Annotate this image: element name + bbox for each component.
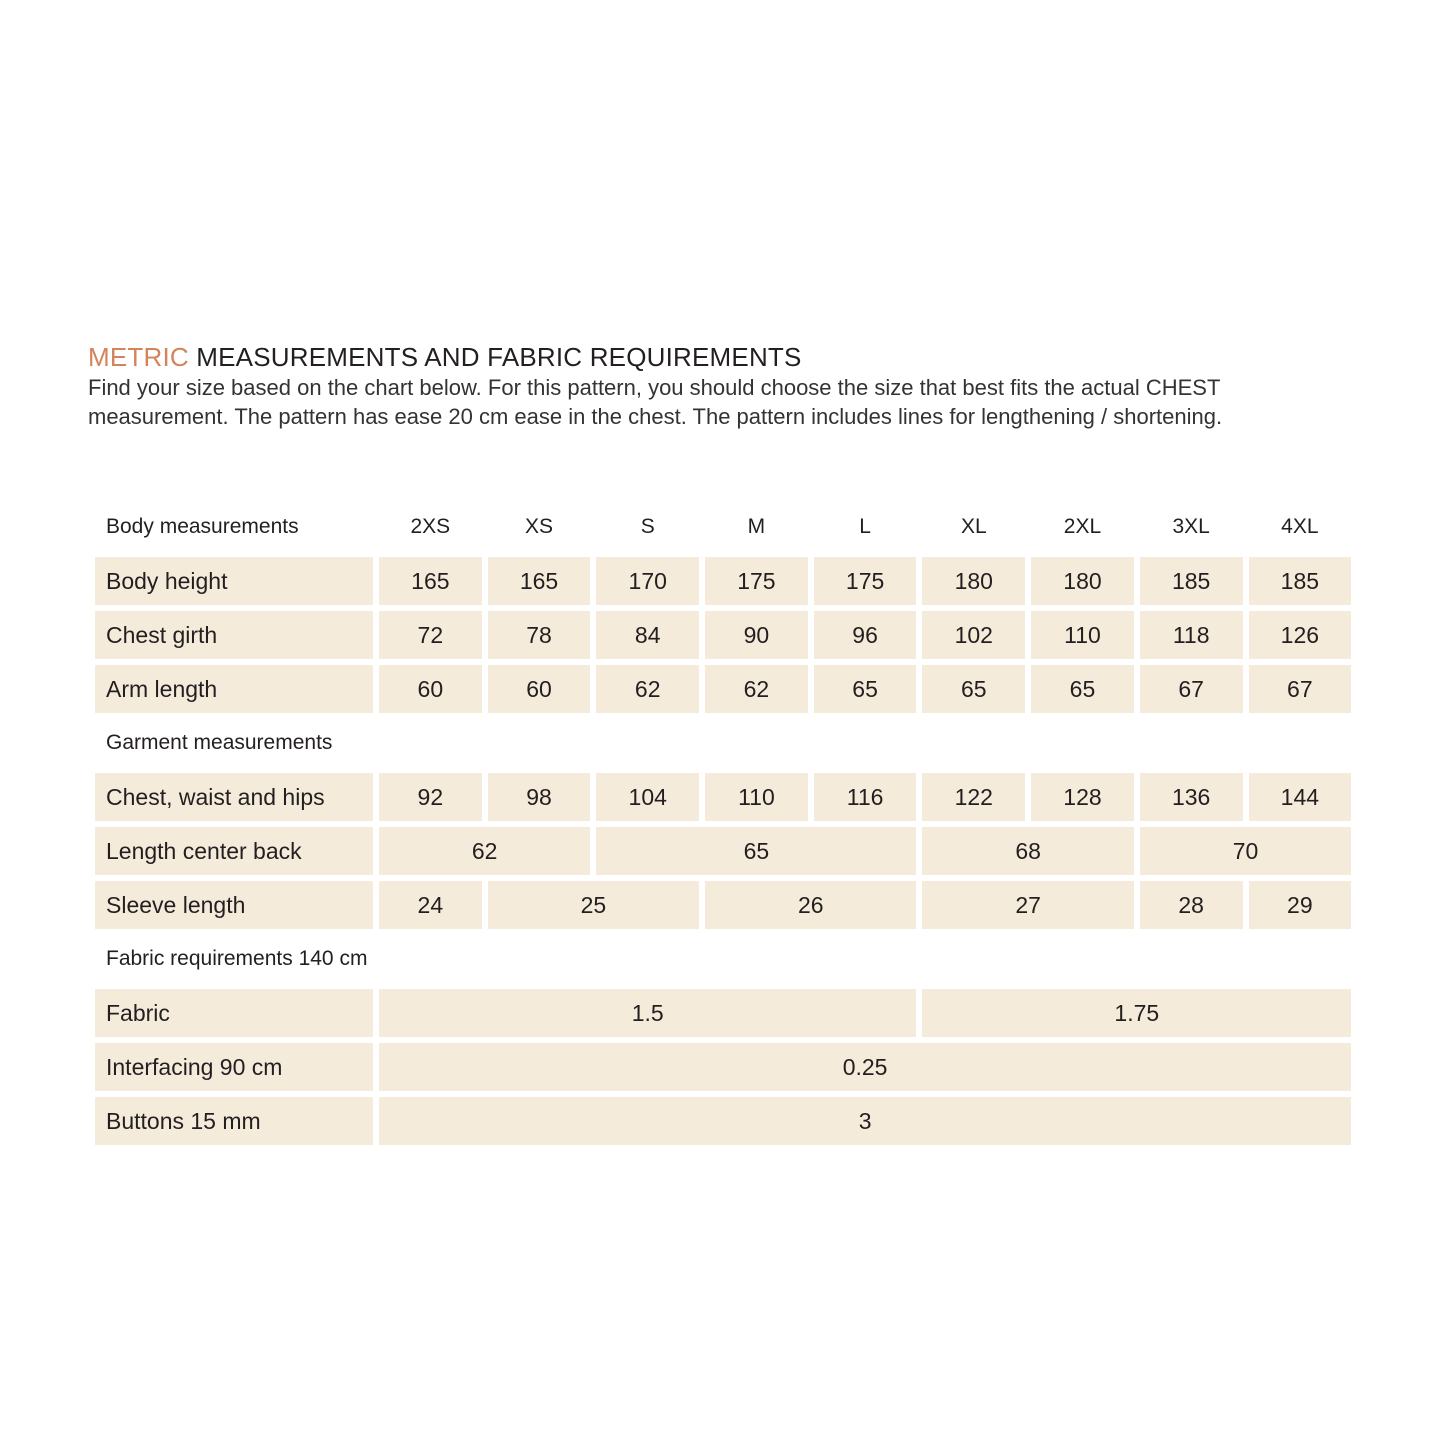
table-cell: 118	[1137, 608, 1246, 662]
table-cell: 60	[485, 662, 594, 716]
table-cell: 144	[1246, 770, 1355, 824]
table-cell: 104	[593, 770, 702, 824]
section-header: Garment measurements	[106, 731, 333, 754]
row-label: Chest, waist and hips	[92, 770, 376, 824]
table-cell: 70	[1137, 824, 1354, 878]
table-cell: 1.75	[919, 986, 1354, 1040]
table-cell: 175	[702, 554, 811, 608]
row-label: Interfacing 90 cm	[92, 1040, 376, 1094]
title-rest: MEASUREMENTS AND FABRIC REQUIREMENTS	[188, 342, 802, 372]
table-cell: 62	[593, 662, 702, 716]
table-cell: 110	[702, 770, 811, 824]
table-cell: 62	[376, 824, 593, 878]
row-label: Fabric	[92, 986, 376, 1040]
row-label: Buttons 15 mm	[92, 1094, 376, 1148]
column-header: M	[747, 515, 766, 538]
section-header: Body measurements	[106, 515, 299, 538]
table-cell: 62	[702, 662, 811, 716]
table-cell: 110	[1028, 608, 1137, 662]
table-cell: 96	[811, 608, 920, 662]
table-cell: 0.25	[376, 1040, 1354, 1094]
column-header: 2XS	[410, 515, 451, 538]
table-cell: 27	[919, 878, 1136, 932]
table-cell: 165	[485, 554, 594, 608]
table-cell: 65	[593, 824, 919, 878]
table-cell: 24	[376, 878, 485, 932]
table-cell: 122	[919, 770, 1028, 824]
column-header: XS	[525, 515, 554, 538]
table-cell: 1.5	[376, 986, 919, 1040]
table-cell: 29	[1246, 878, 1355, 932]
row-label: Arm length	[92, 662, 376, 716]
table-cell: 92	[376, 770, 485, 824]
table-cell: 175	[811, 554, 920, 608]
table-cell: 3	[376, 1094, 1354, 1148]
table-cell: 65	[1028, 662, 1137, 716]
table-cell: 128	[1028, 770, 1137, 824]
column-header: 4XL	[1281, 515, 1319, 538]
table-cell: 67	[1246, 662, 1355, 716]
table-cell: 136	[1137, 770, 1246, 824]
table-cell: 65	[811, 662, 920, 716]
table-cell: 84	[593, 608, 702, 662]
table-cell: 90	[702, 608, 811, 662]
table-cell: 98	[485, 770, 594, 824]
intro-text: Find your size based on the chart below. For this pattern, you should choose the size that best fits the actual CHEST measurement. The pattern has ease 20 cm ease in the chest. The pattern includes lines for lengthening / shortening.	[88, 375, 1223, 429]
title-accent: METRIC	[88, 342, 189, 372]
column-header: XL	[960, 515, 987, 538]
column-header: 2XL	[1063, 515, 1102, 538]
section-header: Fabric requirements 140 cm	[106, 947, 368, 970]
table-cell: 25	[485, 878, 702, 932]
page-title	[88, 340, 802, 374]
row-label: Length center back	[92, 824, 376, 878]
table-cell: 185	[1246, 554, 1355, 608]
table-cell: 102	[919, 608, 1028, 662]
table-cell: 185	[1137, 554, 1246, 608]
row-label: Sleeve length	[92, 878, 376, 932]
table-cell: 180	[1028, 554, 1137, 608]
column-header: 3XL	[1172, 515, 1210, 538]
size-chart-table	[92, 500, 1354, 1148]
table-cell: 67	[1137, 662, 1246, 716]
row-label: Chest girth	[92, 608, 376, 662]
table-cell: 170	[593, 554, 702, 608]
table-cell: 116	[811, 770, 920, 824]
table-cell: 78	[485, 608, 594, 662]
table-cell: 60	[376, 662, 485, 716]
table-cell: 72	[376, 608, 485, 662]
column-header: L	[859, 515, 871, 538]
row-label: Body height	[92, 554, 376, 608]
table-cell: 68	[919, 824, 1136, 878]
table-cell: 126	[1246, 608, 1355, 662]
table-cell: 65	[919, 662, 1028, 716]
table-cell: 26	[702, 878, 919, 932]
table-cell: 180	[919, 554, 1028, 608]
table-cell: 165	[376, 554, 485, 608]
column-header: S	[640, 515, 655, 538]
table-cell: 28	[1137, 878, 1246, 932]
